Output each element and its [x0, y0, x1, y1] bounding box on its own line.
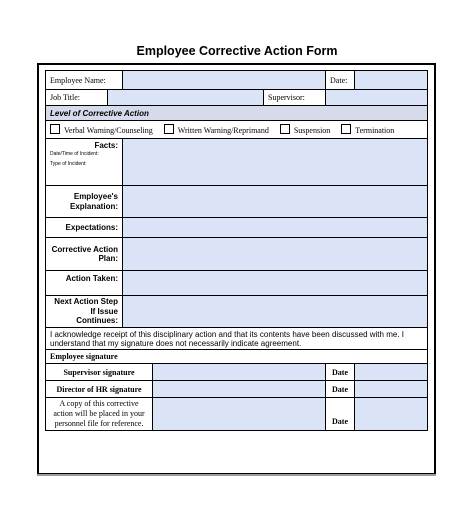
supervisor-date-label: Date — [326, 364, 355, 381]
hr-date-field[interactable] — [355, 381, 428, 398]
next-step-label: Next Action Step If Issue Continues: — [46, 296, 123, 328]
frame-shadow — [37, 474, 436, 476]
expectations-label: Expectations: — [46, 218, 123, 238]
job-title-field[interactable] — [108, 90, 264, 106]
employee-acknowledge-field[interactable] — [153, 398, 326, 431]
employee-name-field[interactable] — [123, 71, 326, 90]
supervisor-signature-label: Supervisor signature — [46, 364, 153, 381]
action-taken-field[interactable] — [123, 271, 428, 296]
employee-name-label: Employee Name: — [46, 71, 123, 90]
checkbox-icon[interactable] — [341, 124, 351, 134]
plan-field[interactable] — [123, 238, 428, 271]
employee-date-field[interactable] — [355, 398, 428, 431]
date-label: Date: — [326, 71, 355, 90]
corrective-action-form — [45, 70, 428, 431]
checkbox-icon[interactable] — [280, 124, 290, 134]
employee-signature-label: Employee signature — [46, 350, 428, 364]
incident-type-label: Type of Incident: — [50, 160, 87, 167]
explanation-field[interactable] — [123, 186, 428, 218]
level-option-verbal[interactable]: Verbal Warning/Counseling — [50, 124, 153, 135]
level-options — [46, 121, 428, 139]
date-field[interactable] — [355, 71, 428, 90]
level-option-termination[interactable]: Termination — [341, 124, 394, 135]
facts-label: Facts: — [94, 141, 119, 150]
hr-signature-field[interactable] — [153, 381, 326, 398]
supervisor-signature-field[interactable] — [153, 364, 326, 381]
expectations-field[interactable] — [123, 218, 428, 238]
next-step-field[interactable] — [123, 296, 428, 328]
facts-cell — [46, 139, 123, 186]
plan-label: Corrective Action Plan: — [46, 238, 123, 271]
level-option-suspension[interactable]: Suspension — [280, 124, 330, 135]
checkbox-icon[interactable] — [50, 124, 60, 134]
level-header: Level of Corrective Action — [46, 106, 428, 121]
employee-date-label: Date — [326, 398, 355, 431]
supervisor-date-field[interactable] — [355, 364, 428, 381]
supervisor-label: Supervisor: — [264, 90, 326, 106]
acknowledgement-text: I acknowledge receipt of this disciplinary action and that its contents have been discussed with me. I understand that my signature does not necessarily indicate agreement. — [46, 328, 428, 350]
explanation-label: Employee's Explanation: — [46, 186, 123, 218]
form-title: Employee Corrective Action Form — [136, 44, 338, 58]
supervisor-field[interactable] — [326, 90, 428, 106]
hr-date-label: Date — [326, 381, 355, 398]
personnel-file-note: A copy of this corrective action will be placed in your personnel file for reference. — [46, 398, 153, 431]
hr-signature-label: Director of HR signature — [46, 381, 153, 398]
level-option-written[interactable]: Written Warning/Reprimand — [164, 124, 269, 135]
date-time-label: Date/Time of Incident: — [50, 150, 99, 157]
facts-field[interactable] — [123, 139, 428, 186]
checkbox-icon[interactable] — [164, 124, 174, 134]
action-taken-label: Action Taken: — [46, 271, 123, 296]
job-title-label: Job Title: — [46, 90, 108, 106]
